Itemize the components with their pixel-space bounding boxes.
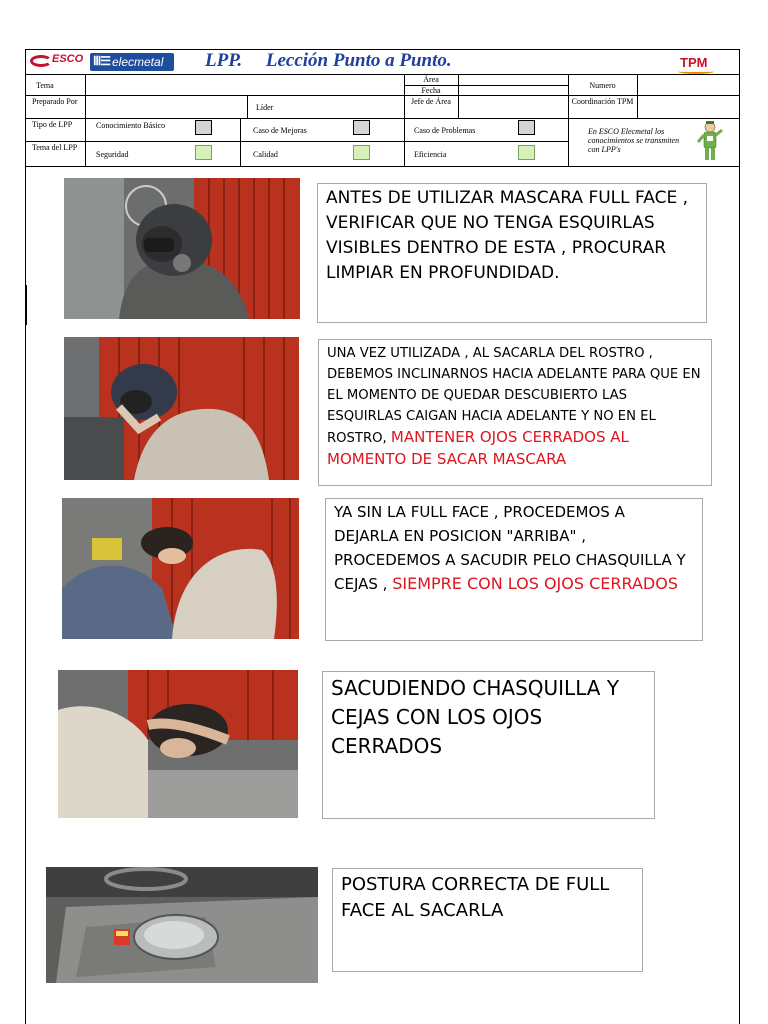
esco-logo: ESCO (30, 53, 90, 69)
instruction-text-step-2: UNA VEZ UTILIZADA , AL SACARLA DEL ROSTRO , DEBEMOS INCLINARNOS HACIA ADELANTE PARA QUE EN EL MOMENTO DE QUEDAR DESCUBIERTO LAS ESQUIRLAS CAIGAN HACIA ADELANTE Y NO EN EL ROSTRO, (327, 346, 701, 446)
photo-step-2 (64, 337, 299, 480)
instruction-warning-step-3: SIEMPRE CON LOS OJOS CERRADOS (392, 574, 678, 593)
option-caso-de-mejoras: Caso de Mejoras (253, 126, 307, 135)
instruction-box-step-5 (332, 868, 643, 972)
label-fecha: Fecha (421, 86, 441, 95)
checkbox-conocimiento-basico[interactable] (195, 120, 212, 135)
page-title: LPP. Lección Punto a Punto. (205, 50, 452, 71)
instruction-box-step-3 (325, 498, 703, 641)
label-tema: Tema (36, 81, 54, 90)
option-conocimiento-basico: Conocimiento Básico (96, 121, 166, 130)
label-tema-del-lpp: Tema del LPP (32, 143, 78, 152)
photo-step-1 (64, 178, 300, 319)
company-logos (26, 50, 176, 74)
label-preparado-por: Preparado Por (32, 97, 78, 106)
instruction-text-step-4: SACUDIENDO CHASQUILLA Y CEJAS CON LOS OJOS CERRADOS (331, 676, 620, 758)
label-lider: Líder (256, 103, 274, 112)
worker-shaking-bangs-icon (58, 670, 298, 818)
label-coordinacion-tpm: Coordinación TPM (571, 97, 634, 106)
instruction-warning-step-2: MANTENER OJOS CERRADOS AL MOMENTO DE SACAR MASCARA (327, 428, 629, 468)
option-seguridad: Seguridad (96, 150, 129, 159)
checkbox-calidad[interactable] (353, 145, 370, 160)
instruction-text-step-1: ANTES DE UTILIZAR MASCARA FULL FACE , VERIFICAR QUE NO TENGA ESQUIRLAS VISIBLES DENTRO DE ESTA , PROCURAR LIMPIAR EN PROFUNDIDAD. (326, 188, 688, 283)
label-numero: Numero (589, 81, 616, 90)
tpm-mascot-icon (696, 120, 724, 162)
label-area: Área (423, 75, 439, 84)
tpm-logo: TPM (676, 52, 718, 74)
worker-wearing-mask-icon (64, 178, 300, 319)
instruction-text-step-5: POSTURA CORRECTA DE FULL FACE AL SACARLA (341, 874, 610, 921)
page-edge-mark (25, 285, 27, 325)
checkbox-eficiencia[interactable] (518, 145, 535, 160)
option-calidad: Calidad (253, 150, 278, 159)
instruction-box-step-1 (317, 183, 707, 323)
photo-step-5 (46, 867, 318, 983)
instruction-box-step-2 (318, 339, 712, 486)
option-caso-de-problemas: Caso de Problemas (414, 126, 476, 135)
elecmetal-logo: Ⅲ☰ elecmetal (90, 53, 174, 71)
checkbox-seguridad[interactable] (195, 145, 212, 160)
label-jefe-de-area: Jefe de Área (411, 97, 451, 106)
instruction-text-step-3: YA SIN LA FULL FACE , PROCEDEMOS A DEJARLA EN POSICION "ARRIBA" , PROCEDEMOS A SACUDIR PELO CHASQUILLA Y CEJAS , (334, 503, 686, 593)
worker-shaking-hair-icon (62, 498, 299, 639)
worker-removing-mask-icon (64, 337, 299, 480)
mask-on-surface-icon (46, 867, 318, 983)
label-tipo-de-lpp: Tipo de LPP (32, 120, 73, 129)
photo-step-4 (58, 670, 298, 818)
instruction-box-step-4 (322, 671, 655, 819)
photo-step-3 (62, 498, 299, 639)
lpp-note: En ESCO Elecmetal los conocimientos se transmiten con LPP's (588, 127, 680, 154)
checkbox-caso-de-problemas[interactable] (518, 120, 535, 135)
option-eficiencia: Eficiencia (414, 150, 447, 159)
checkbox-caso-de-mejoras[interactable] (353, 120, 370, 135)
